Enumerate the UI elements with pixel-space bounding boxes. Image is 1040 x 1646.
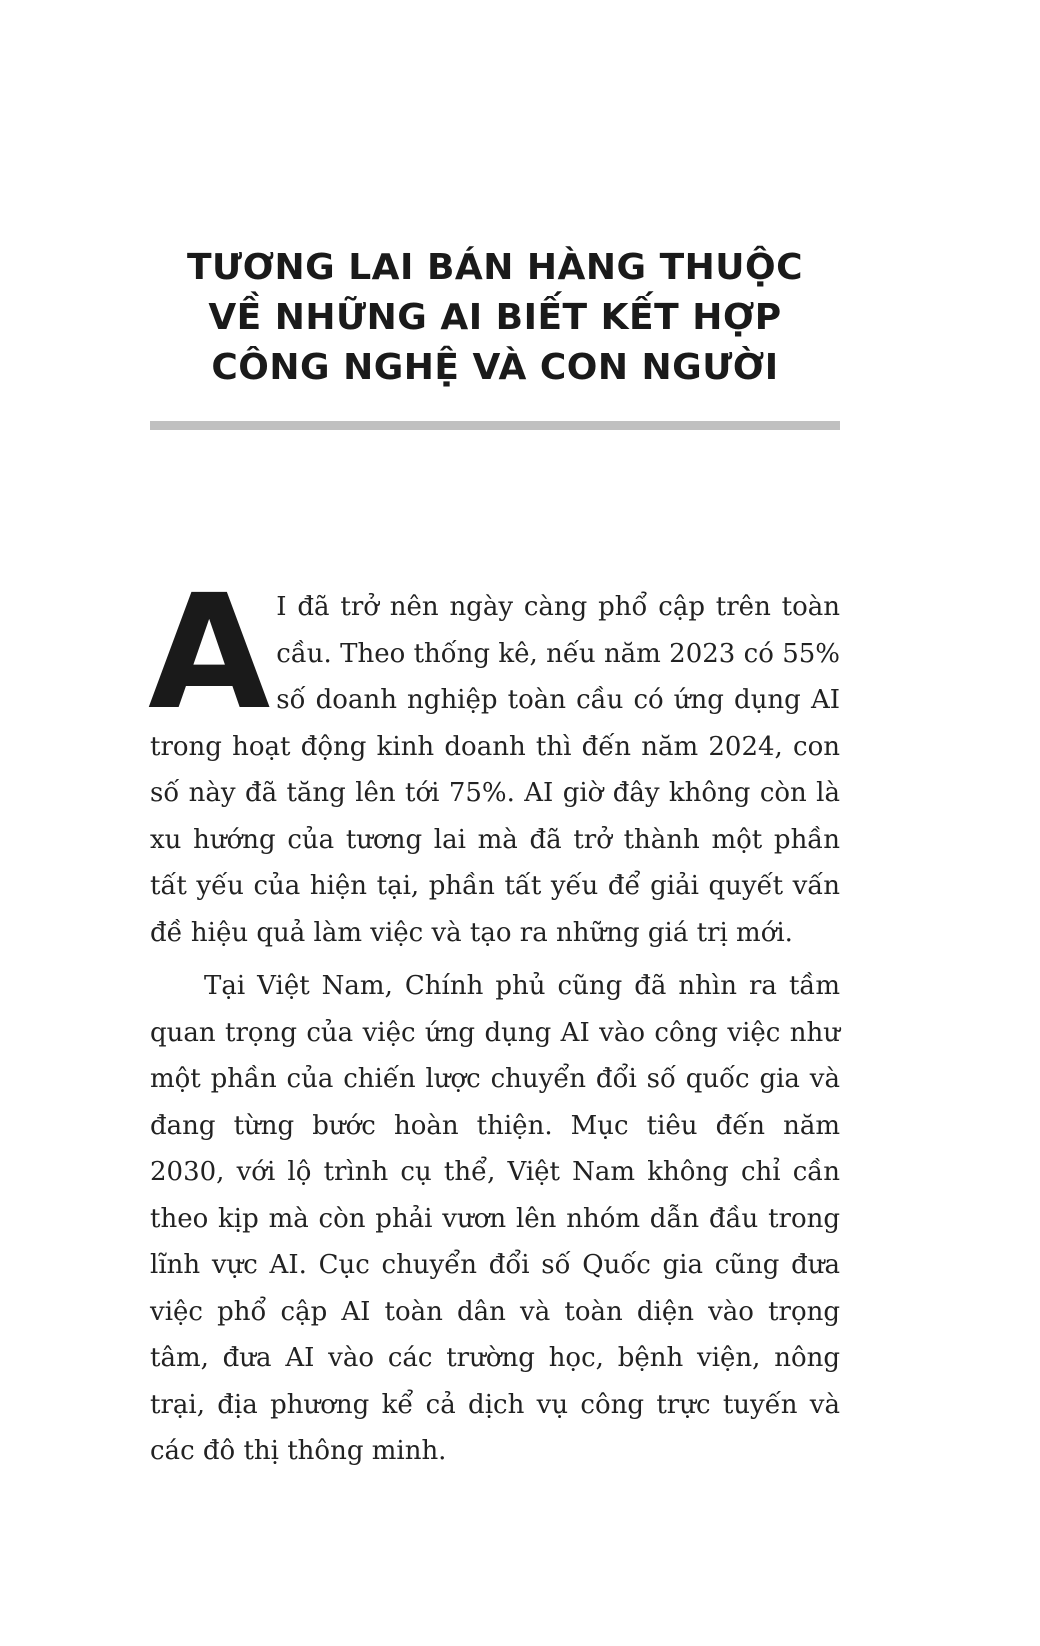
drop-cap: A <box>148 561 271 745</box>
paragraph-2: Tại Việt Nam, Chính phủ cũng đã nhìn ra tầm quan trọng của việc ứng dụng AI vào công việc như một phần của chiến lược chuyển đổi số quốc gia và đang từng bước hoàn thiện. Mục tiêu đến năm 2030, với lộ trình cụ thể, Việt Nam không chỉ cần theo kịp mà còn phải vươn lên nhóm dẫn đầu trong lĩnh vực AI. Cục chuyển đổi số Quốc gia cũng đưa việc phổ cập AI toàn dân và toàn diện vào trọng tâm, đưa AI vào các trường học, bệnh viện, nông trại, địa phương kể cả dịch vụ công trực tuyến và các đô thị thông minh. <box>150 971 840 1466</box>
chapter-title-line-3: CÔNG NGHỆ VÀ CON NGƯỜI <box>211 347 779 388</box>
chapter-title-line-1: TƯƠNG LAI BÁN HÀNG THUỘC <box>186 247 804 288</box>
title-divider <box>150 421 840 430</box>
paragraph-1-text: I đã trở nên ngày càng phổ cập trên toàn cầu. Theo thống kê, nếu năm 2023 có 55% số doanh nghiệp toàn cầu có ứng dụng AI trong hoạt động kinh doanh thì đến năm 2024, con số này đã tăng lên tới 75%. AI giờ đây không còn là xu hướng của tương lai mà đã trở thành một phần tất yếu của hiện tại, phần tất yếu để giải quyết vấn đề hiệu quả làm việc và tạo ra những giá trị mới. <box>150 592 840 948</box>
chapter-body <box>148 561 840 1475</box>
chapter-title <box>150 243 840 393</box>
paragraph-1 <box>148 561 840 956</box>
chapter-title-line-2: VỀ NHỮNG AI BIẾT KẾT HỢP <box>208 297 782 338</box>
